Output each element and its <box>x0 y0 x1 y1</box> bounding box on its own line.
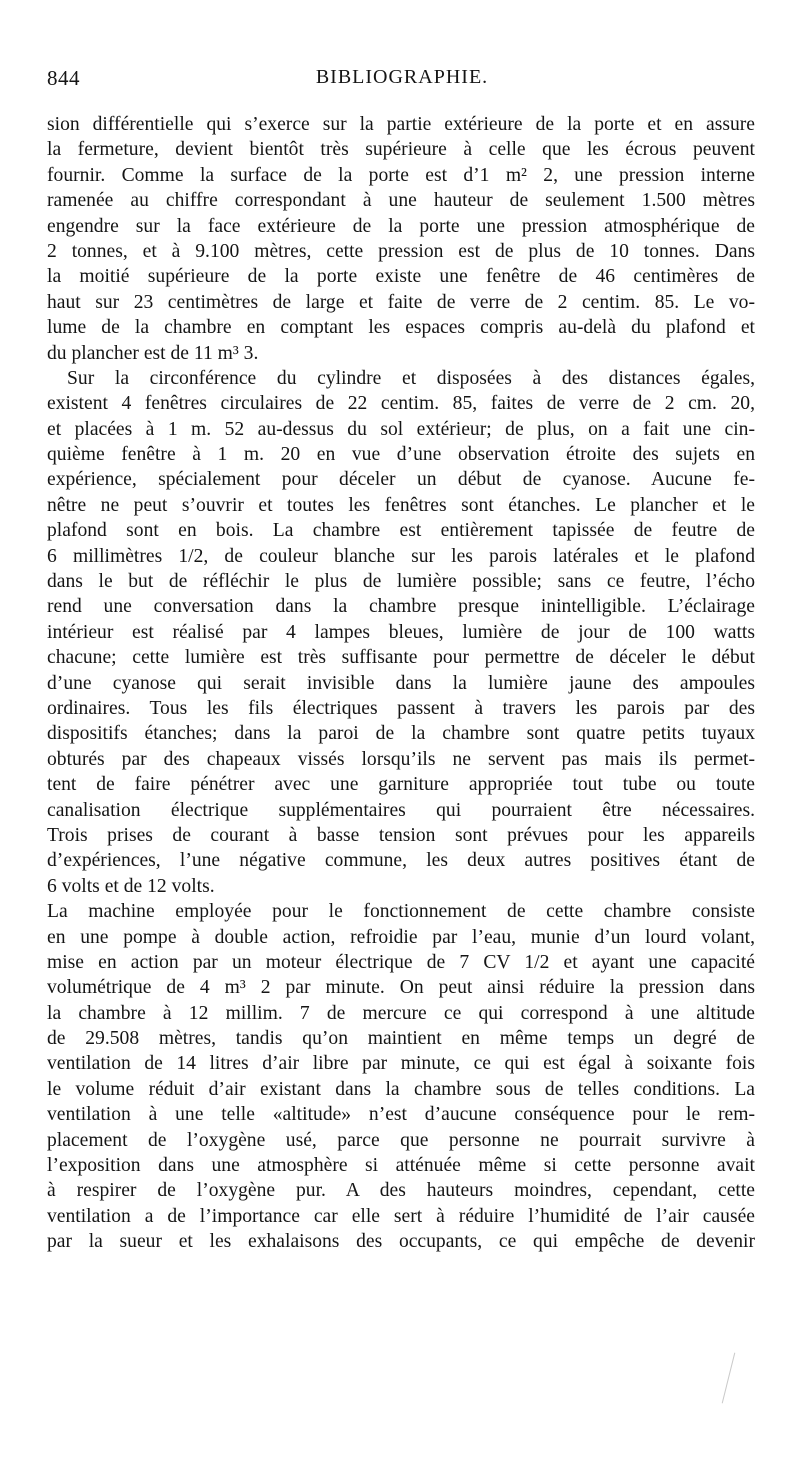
text-line: l’exposition dans une atmosphère si atténuée même si cette personne avait <box>47 1155 755 1177</box>
text-line: plafond sont en bois. La chambre est entièrement tapissée de feutre de <box>47 520 755 542</box>
paragraph-end-line: du plancher est de 11 m³ 3. <box>47 342 259 364</box>
text-line: quième fenêtre à 1 m. 20 en vue d’une observation étroite des sujets en <box>47 444 755 466</box>
text-line: la chambre à 12 millim. 7 de mercure ce qui correspond à une altitude <box>47 1002 755 1024</box>
text-line: à respirer de l’oxygène pur. A des hauteurs moindres, cependant, cette <box>47 1180 755 1202</box>
running-title: BIBLIOGRAPHIE. <box>315 66 489 88</box>
text-line: ventilation a de l’importance car elle sert à réduire l’humidité de l’air causée <box>47 1205 755 1227</box>
text-line: le volume réduit d’air existant dans la chambre sous de telles conditions. La <box>47 1078 755 1100</box>
text-line: tent de faire pénétrer avec une garniture appropriée tout tube ou toute <box>47 774 755 796</box>
text-line: nêtre ne peut s’ouvrir et toutes les fenêtres sont étanches. Le plancher et le <box>47 494 755 516</box>
text-line: 2 tonnes, et à 9.100 mètres, cette pression est de plus de 10 tonnes. Dans <box>47 240 755 262</box>
text-line: dispositifs étanches; dans la paroi de la chambre sont quatre petits tuyaux <box>47 723 755 745</box>
text-line: la moitié supérieure de la porte existe une fenêtre de 46 centimères de <box>47 266 755 288</box>
margin-pencil-mark <box>722 1353 736 1404</box>
text-line: canalisation électrique supplémentaires qui pourraient être nécessaires. <box>47 799 755 821</box>
text-line: 6 millimètres 1/2, de couleur blanche sur les parois latérales et le plafond <box>47 545 755 567</box>
text-line: et placées à 1 m. 52 au-dessus du sol extérieur; de plus, on a fait une cin- <box>47 418 755 440</box>
text-line: obturés par des chapeaux vissés lorsqu’ils ne servent pas mais ils permet- <box>47 748 755 770</box>
page-number: 844 <box>47 66 80 90</box>
text-line: d’expériences, l’une négative commune, les deux autres positives étant de <box>47 850 755 872</box>
text-line: d’une cyanose qui serait invisible dans la lumière jaune des ampoules <box>47 672 755 694</box>
text-line: lume de la chambre en comptant les espaces compris au-delà du plafond et <box>47 317 755 339</box>
text-line: ramenée au chiffre correspondant à une hauteur de seulement 1.500 mètres <box>47 190 755 212</box>
text-line: de 29.508 mètres, tandis qu’on maintient en même temps un degré de <box>47 1028 755 1050</box>
text-line: fournir. Comme la surface de la porte est d’1 m² 2, une pression interne <box>47 164 755 186</box>
text-line: dans le but de réfléchir le plus de lumière possible; sans ce feutre, l’écho <box>47 571 755 593</box>
paragraph-end-line: 6 volts et de 12 volts. <box>47 875 215 897</box>
text-line: ventilation de 14 litres d’air libre par minute, ce qui est égal à soixante fois <box>47 1053 755 1075</box>
text-line: placement de l’oxygène usé, parce que personne ne pourrait survivre à <box>47 1129 755 1151</box>
paragraph-start-line: Sur la circonférence du cylindre et disposées à des distances égales, <box>67 367 755 389</box>
text-line: en une pompe à double action, refroidie par l’eau, munie d’un lourd volant, <box>47 926 755 948</box>
text-line: volumétrique de 4 m³ 2 par minute. On peut ainsi réduire la pression dans <box>47 977 755 999</box>
text-line: rend une conversation dans la chambre presque inintelligible. L’éclairage <box>47 596 755 618</box>
text-line: chacune; cette lumière est très suffisante pour permettre de déceler le début <box>47 647 755 669</box>
paragraph-start-line: La machine employée pour le fonctionnement de cette chambre consiste <box>47 901 755 923</box>
text-line: mise en action par un moteur électrique de 7 CV 1/2 et ayant une capacité <box>47 951 755 973</box>
text-line: ordinaires. Tous les fils électriques passent à travers les parois par des <box>47 697 755 719</box>
text-line: haut sur 23 centimètres de large et faite de verre de 2 centim. 85. Le vo- <box>47 291 755 313</box>
body-text <box>47 112 755 1255</box>
text-line: sion différentielle qui s’exerce sur la partie extérieure de la porte et en assure <box>47 114 755 135</box>
text-line: Trois prises de courant à basse tension sont prévues pour les appareils <box>47 824 755 846</box>
text-line: engendre sur la face extérieure de la porte une pression atmosphérique de <box>47 215 755 237</box>
text-line: par la sueur et les exhalaisons des occupants, ce qui empêche de devenir <box>47 1231 755 1253</box>
text-line: ventilation à une telle «altitude» n’est d’aucune conséquence pour le rem- <box>47 1104 755 1126</box>
text-line: intérieur est réalisé par 4 lampes bleues, lumière de jour de 100 watts <box>47 621 755 643</box>
text-line: existent 4 fenêtres circulaires de 22 centim. 85, faites de verre de 2 cm. 20, <box>47 393 755 415</box>
text-line: la fermeture, devient bientôt très supérieure à celle que les écrous peuvent <box>47 139 755 161</box>
page-header <box>47 66 757 96</box>
text-line: expérience, spécialement pour déceler un début de cyanose. Aucune fe- <box>47 469 755 491</box>
